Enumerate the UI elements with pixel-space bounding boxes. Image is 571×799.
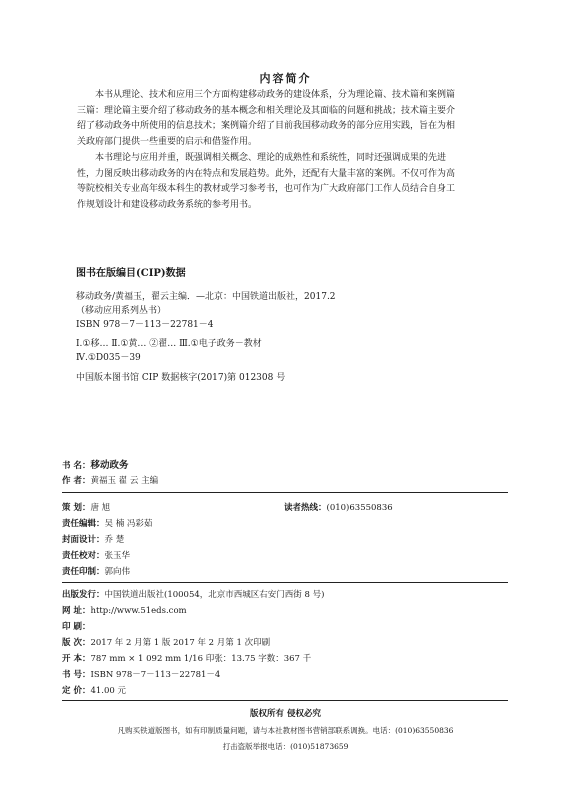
cip-classification: Ⅳ.①D035－39 (76, 353, 141, 363)
website-value: http://www.51eds.com (90, 606, 187, 616)
isbn-label: 书 号： (62, 670, 91, 680)
copyright-notice: 版权所有 侵权必究 (250, 709, 321, 719)
summary-line: 关政府部门提供一些重要的启示和借鉴作用。 (77, 136, 258, 147)
price-label: 定 价： (62, 686, 91, 696)
book-title-row (62, 457, 128, 471)
author-row (62, 474, 158, 486)
book-title-label: 书 名： (62, 461, 91, 471)
summary-line: 等院校相关专业高年级本科生的教材或学习参考书，也可作为广大政府部门工作人员结合自身工 (77, 184, 456, 195)
summary-paragraph-2 (77, 151, 507, 213)
printer-row (62, 620, 90, 632)
printer-label: 印 刷： (62, 622, 91, 632)
publisher-label: 出版发行： (62, 590, 105, 600)
proofreader-row (62, 549, 130, 561)
hotline-label: 读者热线： (284, 503, 327, 513)
format-label: 开 本： (62, 654, 91, 664)
summary-line: 绍了移动政务中所使用的信息技术；案例篇介绍了目前我国移动政务的部分应用实践，旨在为相 (77, 121, 456, 132)
reader-hotline (284, 501, 393, 513)
edition-label: 版 次： (62, 638, 91, 648)
website-label: 网 址： (62, 606, 91, 616)
summary-line: 作规划设计和建设移动政务系统的参考用书。 (77, 199, 258, 210)
isbn-value: ISBN 978－7－113－22781－4 (90, 670, 221, 680)
cip-heading: 图书在版编目(CIP)数据 (76, 268, 186, 279)
divider (62, 492, 508, 493)
planner-value: 唐 旭 (90, 503, 111, 513)
editor-value: 吴 楠 冯彩茹 (104, 519, 153, 529)
summary-line: 本书理论与应用并重，既强调相关概念、理论的成熟性和系统性，同时还强调成果的先进 (95, 153, 447, 163)
book-title-value: 移动政务 (90, 460, 129, 471)
planner-label: 策 划： (62, 503, 91, 513)
hotline-value: (010)63550836 (326, 503, 393, 513)
proofreader-value: 张玉华 (104, 551, 131, 561)
cover-design-value: 乔 楚 (104, 535, 125, 545)
cip-line: （移动应用系列丛书） (76, 306, 167, 316)
summary-line: 三篇：理论篇主要介绍了移动政务的基本概念和相关理论及其面临的问题和挑战；技术篇主要介 (77, 105, 456, 116)
publisher-value: 中国铁道出版社(100054，北京市西城区右安门西街 8 号) (104, 590, 325, 600)
summary-paragraph-1 (77, 88, 507, 150)
cip-record-number: 中国版本图书馆 CIP 数据核字(2017)第 012308 号 (76, 373, 286, 383)
isbn-row (62, 668, 220, 680)
planner-row (62, 501, 110, 513)
format-value: 787 mm × 1 092 mm 1/16 印张：13.75 字数：367 千 (90, 654, 312, 664)
summary-line: 性，力图反映出移动政务的内在特点和发展趋势。此外，还配有大量丰富的案例。不仅可作为高 (77, 168, 456, 179)
author-label: 作 者： (62, 476, 91, 486)
editor-label: 责任编辑： (62, 519, 105, 529)
divider (62, 582, 508, 583)
cip-isbn: ISBN 978－7－113－22781－4 (76, 320, 214, 330)
cip-line: 移动政务/黄福玉，翟云主编．—北京：中国铁道出版社，2017.2 (76, 292, 336, 302)
divider (62, 700, 508, 701)
quality-notice: 凡购买铁道版图书，如有印制质量问题，请与本社教材图书营销部联系调换。电话：(010)63550836 (117, 726, 454, 735)
proofreader-label: 责任校对： (62, 551, 105, 561)
summary-line: 本书从理论、技术和应用三个方面构建移动政务的建设体系，分为理论篇、技术篇和案例篇 (95, 90, 456, 100)
price-row (62, 684, 126, 696)
cip-classification: Ⅰ.①移… Ⅱ.①黄… ②翟… Ⅲ.①电子政务－教材 (76, 339, 262, 349)
author-value: 黄福玉 翟 云 主编 (90, 476, 159, 486)
edition-value: 2017 年 2 月第 1 版 2017 年 2 月第 1 次印刷 (90, 638, 271, 648)
format-row (62, 652, 311, 664)
cover-design-row (62, 533, 124, 545)
print-manager-label: 责任印制： (62, 567, 105, 577)
website-row (62, 604, 187, 616)
summary-title: 内容简介 (259, 72, 312, 85)
print-manager-value: 郭向伟 (104, 567, 131, 577)
cover-design-label: 封面设计： (62, 535, 105, 545)
piracy-report: 打击盗版举报电话：(010)51873659 (222, 742, 349, 751)
publisher-row (62, 588, 324, 600)
edition-row (62, 636, 270, 648)
print-manager-row (62, 565, 130, 577)
price-value: 41.00 元 (90, 686, 127, 696)
editor-row (62, 517, 152, 529)
